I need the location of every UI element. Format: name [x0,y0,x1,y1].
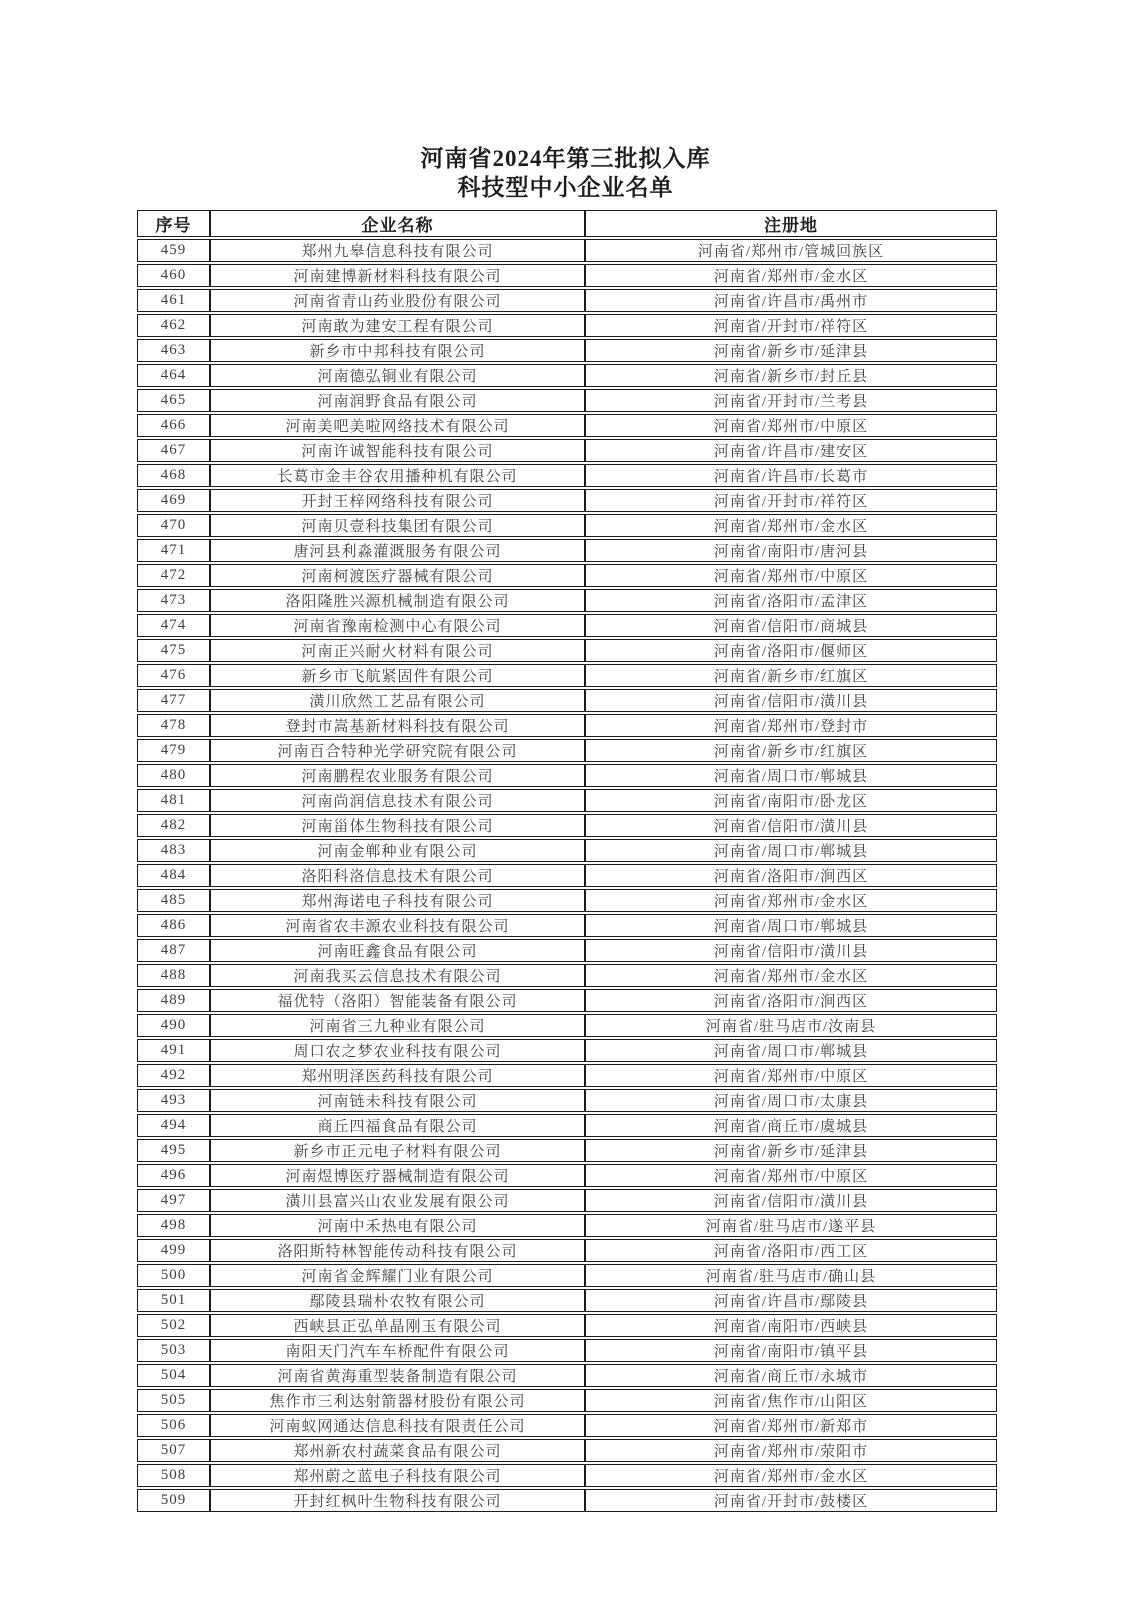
table-body [137,239,997,1512]
serial-number-cell: 493 [137,1089,210,1112]
registration-cell: 河南省/洛阳市/偃师区 [585,639,997,662]
registration-cell: 河南省/洛阳市/涧西区 [585,864,997,887]
table-row [137,1464,997,1487]
company-name-cell: 河南敢为建安工程有限公司 [210,314,585,337]
table-row [137,1014,997,1037]
registration-cell: 河南省/郑州市/金水区 [585,1464,997,1487]
company-name-cell: 河南建博新材料科技有限公司 [210,264,585,287]
company-name-cell: 河南煜博医疗器械制造有限公司 [210,1164,585,1187]
serial-number-cell: 492 [137,1064,210,1087]
registration-cell: 河南省/南阳市/西峡县 [585,1314,997,1337]
table-row [137,289,997,312]
serial-number-cell: 487 [137,939,210,962]
serial-number-cell: 483 [137,839,210,862]
company-name-cell: 洛阳斯特林智能传动科技有限公司 [210,1239,585,1262]
registration-cell: 河南省/洛阳市/西工区 [585,1239,997,1262]
serial-number-cell: 459 [137,239,210,262]
registration-cell: 河南省/周口市/郸城县 [585,839,997,862]
table-row [137,764,997,787]
registration-cell: 河南省/南阳市/卧龙区 [585,789,997,812]
company-name-cell: 河南中禾热电有限公司 [210,1214,585,1237]
column-header-registration: 注册地 [585,210,997,237]
table-row [137,1114,997,1137]
table-row [137,839,997,862]
serial-number-cell: 502 [137,1314,210,1337]
registration-cell: 河南省/郑州市/中原区 [585,1064,997,1087]
registration-cell: 河南省/洛阳市/孟津区 [585,589,997,612]
company-name-cell: 郑州蔚之蓝电子科技有限公司 [210,1464,585,1487]
company-name-cell: 登封市嵩基新材料科技有限公司 [210,714,585,737]
table-row [137,1064,997,1087]
table-row [137,1164,997,1187]
serial-number-cell: 501 [137,1289,210,1312]
serial-number-cell: 506 [137,1414,210,1437]
company-name-cell: 长葛市金丰谷农用播种机有限公司 [210,464,585,487]
company-name-cell: 河南我买云信息技术有限公司 [210,964,585,987]
company-name-cell: 河南蚁网通达信息科技有限责任公司 [210,1414,585,1437]
registration-cell: 河南省/郑州市/金水区 [585,889,997,912]
table-row [137,1239,997,1262]
table-row [137,439,997,462]
registration-cell: 河南省/许昌市/建安区 [585,439,997,462]
serial-number-cell: 467 [137,439,210,462]
title-line-2: 科技型中小企业名单 [457,175,674,200]
registration-cell: 河南省/驻马店市/遂平县 [585,1214,997,1237]
table-header [137,210,997,237]
registration-cell: 河南省/驻马店市/确山县 [585,1264,997,1287]
serial-number-cell: 498 [137,1214,210,1237]
company-name-cell: 郑州明泽医药科技有限公司 [210,1064,585,1087]
serial-number-cell: 466 [137,414,210,437]
registration-cell: 河南省/开封市/祥符区 [585,314,997,337]
company-name-cell: 洛阳隆胜兴源机械制造有限公司 [210,589,585,612]
serial-number-cell: 460 [137,264,210,287]
title-line-1: 河南省2024年第三批拟入库 [420,146,711,171]
registration-cell: 河南省/驻马店市/汝南县 [585,1014,997,1037]
company-name-cell: 潢川县富兴山农业发展有限公司 [210,1189,585,1212]
serial-number-cell: 486 [137,914,210,937]
serial-number-cell: 484 [137,864,210,887]
serial-number-cell: 496 [137,1164,210,1187]
company-name-cell: 河南鹏程农业服务有限公司 [210,764,585,787]
company-list-table [137,208,997,1514]
company-name-cell: 河南金郸种业有限公司 [210,839,585,862]
registration-cell: 河南省/新乡市/延津县 [585,339,997,362]
company-name-cell: 河南省豫南检测中心有限公司 [210,614,585,637]
serial-number-cell: 481 [137,789,210,812]
registration-cell: 河南省/南阳市/唐河县 [585,539,997,562]
company-name-cell: 河南甾体生物科技有限公司 [210,814,585,837]
serial-number-cell: 499 [137,1239,210,1262]
company-name-cell: 河南许诚智能科技有限公司 [210,439,585,462]
company-name-cell: 河南省金辉耀门业有限公司 [210,1264,585,1287]
company-name-cell: 河南省农丰源农业科技有限公司 [210,914,585,937]
company-name-cell: 河南正兴耐火材料有限公司 [210,639,585,662]
registration-cell: 河南省/郑州市/金水区 [585,264,997,287]
table-row [137,1089,997,1112]
registration-cell: 河南省/开封市/祥符区 [585,489,997,512]
serial-number-cell: 473 [137,589,210,612]
serial-number-cell: 507 [137,1439,210,1462]
serial-number-cell: 508 [137,1464,210,1487]
registration-cell: 河南省/周口市/郸城县 [585,1039,997,1062]
company-name-cell: 周口农之梦农业科技有限公司 [210,1039,585,1062]
company-name-cell: 新乡市正元电子材料有限公司 [210,1139,585,1162]
registration-cell: 河南省/郑州市/中原区 [585,564,997,587]
table-row [137,914,997,937]
registration-cell: 河南省/信阳市/商城县 [585,614,997,637]
serial-number-cell: 475 [137,639,210,662]
table-row [137,539,997,562]
serial-number-cell: 471 [137,539,210,562]
table-row [137,314,997,337]
serial-number-cell: 491 [137,1039,210,1062]
serial-number-cell: 463 [137,339,210,362]
table-row [137,1414,997,1437]
table-row [137,239,997,262]
serial-number-cell: 488 [137,964,210,987]
serial-number-cell: 505 [137,1389,210,1412]
table-row [137,689,997,712]
serial-number-cell: 476 [137,664,210,687]
table-row [137,1339,997,1362]
table-row [137,589,997,612]
registration-cell: 河南省/郑州市/中原区 [585,414,997,437]
company-name-cell: 郑州九皋信息科技有限公司 [210,239,585,262]
registration-cell: 河南省/许昌市/长葛市 [585,464,997,487]
registration-cell: 河南省/周口市/郸城县 [585,914,997,937]
serial-number-cell: 495 [137,1139,210,1162]
company-name-cell: 河南柯渡医疗器械有限公司 [210,564,585,587]
company-name-cell: 新乡市飞航紧固件有限公司 [210,664,585,687]
company-name-cell: 河南美吧美啦网络技术有限公司 [210,414,585,437]
serial-number-cell: 485 [137,889,210,912]
registration-cell: 河南省/焦作市/山阳区 [585,1389,997,1412]
serial-number-cell: 479 [137,739,210,762]
registration-cell: 河南省/郑州市/管城回族区 [585,239,997,262]
serial-number-cell: 464 [137,364,210,387]
registration-cell: 河南省/新乡市/红旗区 [585,664,997,687]
registration-cell: 河南省/信阳市/潢川县 [585,689,997,712]
table-row [137,1389,997,1412]
registration-cell: 河南省/郑州市/金水区 [585,964,997,987]
serial-number-cell: 470 [137,514,210,537]
table-row [137,1139,997,1162]
company-name-cell: 开封王梓网络科技有限公司 [210,489,585,512]
company-name-cell: 唐河县利淼灌溉服务有限公司 [210,539,585,562]
serial-number-cell: 472 [137,564,210,587]
company-name-cell: 福优特（洛阳）智能装备有限公司 [210,989,585,1012]
company-name-cell: 洛阳科洛信息技术有限公司 [210,864,585,887]
company-name-cell: 潢川欣然工艺品有限公司 [210,689,585,712]
company-name-cell: 西峡县正弘单晶刚玉有限公司 [210,1314,585,1337]
table-row [137,1264,997,1287]
table-row [137,1439,997,1462]
column-header-company-name: 企业名称 [210,210,585,237]
serial-number-cell: 469 [137,489,210,512]
company-name-cell: 南阳天门汽车车桥配件有限公司 [210,1339,585,1362]
column-header-serial: 序号 [137,210,210,237]
serial-number-cell: 465 [137,389,210,412]
table-row [137,789,997,812]
company-name-cell: 开封红枫叶生物科技有限公司 [210,1489,585,1512]
table-row [137,1289,997,1312]
table-row [137,1489,997,1512]
table-row [137,639,997,662]
registration-cell: 河南省/郑州市/中原区 [585,1164,997,1187]
table-row [137,1214,997,1237]
serial-number-cell: 480 [137,764,210,787]
company-name-cell: 河南德弘铜业有限公司 [210,364,585,387]
serial-number-cell: 500 [137,1264,210,1287]
table-row [137,964,997,987]
table-row [137,889,997,912]
table-row [137,489,997,512]
registration-cell: 河南省/南阳市/镇平县 [585,1339,997,1362]
table-row [137,714,997,737]
company-name-cell: 郑州海诺电子科技有限公司 [210,889,585,912]
serial-number-cell: 477 [137,689,210,712]
serial-number-cell: 490 [137,1014,210,1037]
company-name-cell: 郑州新农村蔬菜食品有限公司 [210,1439,585,1462]
table-row [137,264,997,287]
serial-number-cell: 482 [137,814,210,837]
registration-cell: 河南省/商丘市/虞城县 [585,1114,997,1137]
table-row [137,1364,997,1387]
company-name-cell: 河南尚润信息技术有限公司 [210,789,585,812]
table-row [137,814,997,837]
serial-number-cell: 468 [137,464,210,487]
company-name-cell: 河南省三九种业有限公司 [210,1014,585,1037]
serial-number-cell: 504 [137,1364,210,1387]
registration-cell: 河南省/开封市/兰考县 [585,389,997,412]
table-row [137,564,997,587]
serial-number-cell: 474 [137,614,210,637]
company-name-cell: 河南百合特种光学研究院有限公司 [210,739,585,762]
table-row [137,514,997,537]
table-row [137,389,997,412]
table-row [137,1039,997,1062]
company-name-cell: 焦作市三利达射箭器材股份有限公司 [210,1389,585,1412]
company-name-cell: 新乡市中邦科技有限公司 [210,339,585,362]
table-row [137,414,997,437]
registration-cell: 河南省/郑州市/金水区 [585,514,997,537]
table-row [137,339,997,362]
registration-cell: 河南省/周口市/太康县 [585,1089,997,1112]
registration-cell: 河南省/周口市/郸城县 [585,764,997,787]
registration-cell: 河南省/信阳市/潢川县 [585,814,997,837]
header-row [137,210,997,237]
table-row [137,664,997,687]
table-row [137,614,997,637]
table-row [137,1314,997,1337]
registration-cell: 河南省/新乡市/封丘县 [585,364,997,387]
serial-number-cell: 509 [137,1489,210,1512]
company-name-cell: 商丘四福食品有限公司 [210,1114,585,1137]
table-row [137,464,997,487]
serial-number-cell: 462 [137,314,210,337]
company-name-cell: 河南链未科技有限公司 [210,1089,585,1112]
serial-number-cell: 497 [137,1189,210,1212]
registration-cell: 河南省/信阳市/潢川县 [585,939,997,962]
table-row [137,1189,997,1212]
serial-number-cell: 461 [137,289,210,312]
registration-cell: 河南省/开封市/鼓楼区 [585,1489,997,1512]
serial-number-cell: 478 [137,714,210,737]
serial-number-cell: 489 [137,989,210,1012]
registration-cell: 河南省/商丘市/永城市 [585,1364,997,1387]
registration-cell: 河南省/郑州市/登封市 [585,714,997,737]
registration-cell: 河南省/新乡市/红旗区 [585,739,997,762]
page-title [0,0,1131,202]
table-row [137,364,997,387]
company-name-cell: 河南旺鑫食品有限公司 [210,939,585,962]
registration-cell: 河南省/新乡市/延津县 [585,1139,997,1162]
registration-cell: 河南省/郑州市/荥阳市 [585,1439,997,1462]
company-name-cell: 河南润野食品有限公司 [210,389,585,412]
serial-number-cell: 494 [137,1114,210,1137]
serial-number-cell: 503 [137,1339,210,1362]
company-name-cell: 河南省黄海重型装备制造有限公司 [210,1364,585,1387]
registration-cell: 河南省/信阳市/潢川县 [585,1189,997,1212]
registration-cell: 河南省/洛阳市/涧西区 [585,989,997,1012]
table-row [137,739,997,762]
registration-cell: 河南省/许昌市/鄢陵县 [585,1289,997,1312]
company-name-cell: 河南贝壹科技集团有限公司 [210,514,585,537]
company-name-cell: 河南省青山药业股份有限公司 [210,289,585,312]
table-row [137,989,997,1012]
table-row [137,864,997,887]
table-row [137,939,997,962]
registration-cell: 河南省/郑州市/新郑市 [585,1414,997,1437]
company-name-cell: 鄢陵县瑞朴农牧有限公司 [210,1289,585,1312]
registration-cell: 河南省/许昌市/禹州市 [585,289,997,312]
